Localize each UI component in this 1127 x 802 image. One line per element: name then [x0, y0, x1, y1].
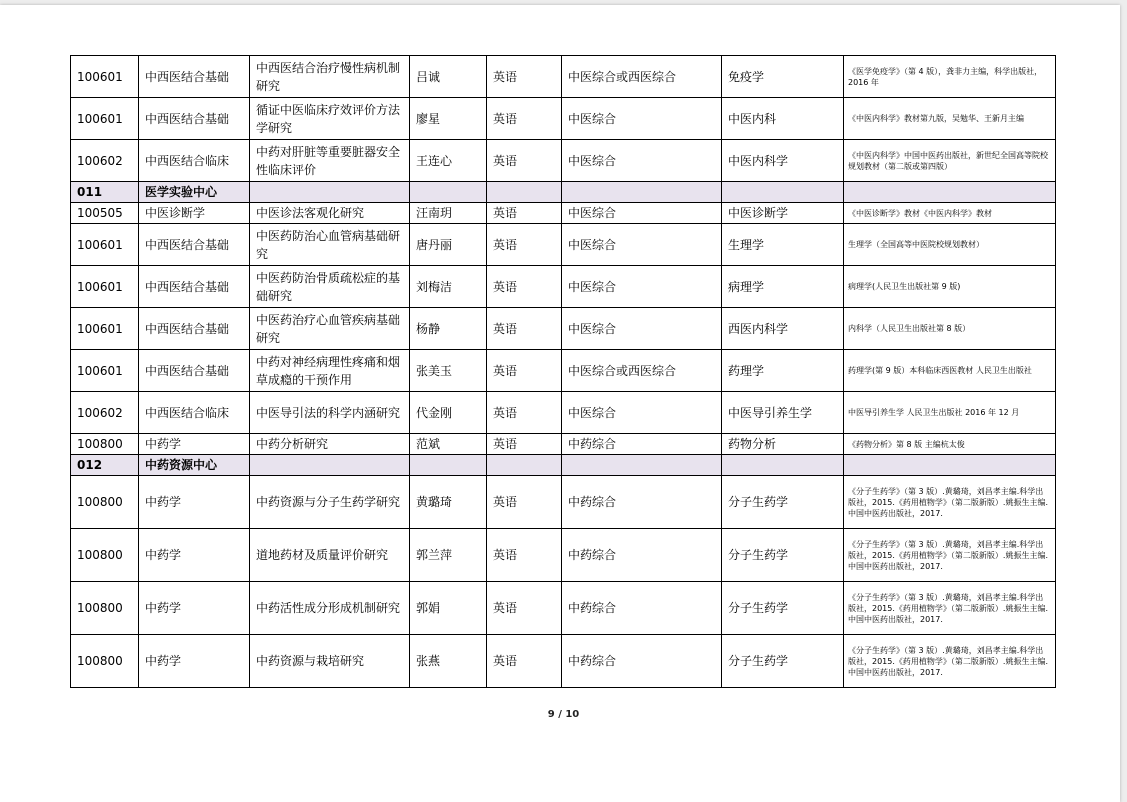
major-cell: 中西医结合临床 [139, 140, 250, 182]
empty-cell [722, 182, 844, 203]
program-code-cell: 100800 [71, 529, 139, 582]
basic-course-cell: 中药综合 [562, 582, 722, 635]
reference-books-cell: 《中医内科学》教材第九版，吴勉华、王新月主编 [844, 98, 1056, 140]
research-direction-cell: 中药资源与分子生药学研究 [250, 476, 410, 529]
supervisor-cell: 黄璐琦 [410, 476, 487, 529]
table-row [71, 635, 1056, 688]
foreign-language-cell: 英语 [487, 529, 562, 582]
reference-books-cell: 《分子生药学》（第 3 版）.黄璐琦，刘昌孝主编.科学出版社，2015.《药用植物学》（第二版新版）.姚振生主编.中国中医药出版社，2017. [844, 529, 1056, 582]
specialty-course-cell: 分子生药学 [722, 529, 844, 582]
table-row [71, 350, 1056, 392]
reference-books-cell: 《分子生药学》（第 3 版）.黄璐琦，刘昌孝主编.科学出版社，2015.《药用植物学》（第二版新版）.姚振生主编.中国中医药出版社，2017. [844, 582, 1056, 635]
reference-books-cell: 《医学免疫学》（第 4 版），龚非力主编，科学出版社，2016 年 [844, 56, 1056, 98]
table-row [71, 476, 1056, 529]
specialty-course-cell: 中医内科 [722, 98, 844, 140]
empty-cell [487, 182, 562, 203]
program-code-cell: 100800 [71, 582, 139, 635]
major-cell: 中西医结合基础 [139, 350, 250, 392]
department-name-cell: 中药资源中心 [139, 455, 250, 476]
basic-course-cell: 中医综合 [562, 140, 722, 182]
program-code-cell: 100601 [71, 266, 139, 308]
program-code-cell: 100601 [71, 224, 139, 266]
basic-course-cell: 中医综合或西医综合 [562, 56, 722, 98]
table-row [71, 434, 1056, 455]
reference-books-cell: 药理学(第 9 版）本科临床西医教材 人民卫生出版社 [844, 350, 1056, 392]
table-row [71, 140, 1056, 182]
reference-books-cell: 内科学（人民卫生出版社第 8 版） [844, 308, 1056, 350]
enrollment-table [70, 55, 1056, 688]
supervisor-cell: 刘梅洁 [410, 266, 487, 308]
major-cell: 中药学 [139, 635, 250, 688]
department-header-row [71, 182, 1056, 203]
table-row [71, 98, 1056, 140]
specialty-course-cell: 西医内科学 [722, 308, 844, 350]
major-cell: 中药学 [139, 529, 250, 582]
empty-cell [250, 182, 410, 203]
table-row [71, 56, 1056, 98]
supervisor-cell: 郭兰萍 [410, 529, 487, 582]
program-code-cell: 100800 [71, 434, 139, 455]
major-cell: 中西医结合基础 [139, 266, 250, 308]
empty-cell [410, 182, 487, 203]
specialty-course-cell: 中医内科学 [722, 140, 844, 182]
reference-books-cell: 《中医内科学》中国中医药出版社，新世纪全国高等院校规划教材（第二版或第四版） [844, 140, 1056, 182]
research-direction-cell: 中药对神经病理性疼痛和烟草成瘾的干预作用 [250, 350, 410, 392]
program-code-cell: 100601 [71, 56, 139, 98]
empty-cell [722, 455, 844, 476]
specialty-course-cell: 病理学 [722, 266, 844, 308]
major-cell: 中西医结合基础 [139, 224, 250, 266]
research-direction-cell: 中药对肝脏等重要脏器安全性临床评价 [250, 140, 410, 182]
program-code-cell: 100601 [71, 308, 139, 350]
foreign-language-cell: 英语 [487, 203, 562, 224]
program-code-cell: 100800 [71, 635, 139, 688]
research-direction-cell: 中医诊法客观化研究 [250, 203, 410, 224]
empty-cell [562, 182, 722, 203]
reference-books-cell: 《分子生药学》（第 3 版）.黄璐琦，刘昌孝主编.科学出版社，2015.《药用植物学》（第二版新版）.姚振生主编.中国中医药出版社，2017. [844, 635, 1056, 688]
empty-cell [250, 455, 410, 476]
specialty-course-cell: 分子生药学 [722, 635, 844, 688]
basic-course-cell: 中医综合 [562, 266, 722, 308]
empty-cell [410, 455, 487, 476]
foreign-language-cell: 英语 [487, 224, 562, 266]
foreign-language-cell: 英语 [487, 350, 562, 392]
program-code-cell: 100800 [71, 476, 139, 529]
foreign-language-cell: 英语 [487, 392, 562, 434]
reference-books-cell: 中医导引养生学 人民卫生出版社 2016 年 12 月 [844, 392, 1056, 434]
specialty-course-cell: 生理学 [722, 224, 844, 266]
program-code-cell: 100505 [71, 203, 139, 224]
empty-cell [487, 455, 562, 476]
research-direction-cell: 中药分析研究 [250, 434, 410, 455]
major-cell: 中药学 [139, 434, 250, 455]
table-row [71, 392, 1056, 434]
basic-course-cell: 中医综合或西医综合 [562, 350, 722, 392]
basic-course-cell: 中医综合 [562, 224, 722, 266]
basic-course-cell: 中医综合 [562, 392, 722, 434]
specialty-course-cell: 中医诊断学 [722, 203, 844, 224]
empty-cell [844, 182, 1056, 203]
specialty-course-cell: 分子生药学 [722, 582, 844, 635]
table-row [71, 266, 1056, 308]
supervisor-cell: 代金刚 [410, 392, 487, 434]
supervisor-cell: 张美玉 [410, 350, 487, 392]
department-code-cell: 011 [71, 182, 139, 203]
major-cell: 中药学 [139, 582, 250, 635]
table-row [71, 582, 1056, 635]
department-header-row [71, 455, 1056, 476]
foreign-language-cell: 英语 [487, 582, 562, 635]
specialty-course-cell: 免疫学 [722, 56, 844, 98]
foreign-language-cell: 英语 [487, 635, 562, 688]
research-direction-cell: 中医药防治骨质疏松症的基础研究 [250, 266, 410, 308]
reference-books-cell: 《药物分析》第 8 版 主编杭太俊 [844, 434, 1056, 455]
basic-course-cell: 中药综合 [562, 635, 722, 688]
research-direction-cell: 道地药材及质量评价研究 [250, 529, 410, 582]
supervisor-cell: 范斌 [410, 434, 487, 455]
supervisor-cell: 王连心 [410, 140, 487, 182]
foreign-language-cell: 英语 [487, 140, 562, 182]
supervisor-cell: 杨静 [410, 308, 487, 350]
program-code-cell: 100601 [71, 350, 139, 392]
table-row [71, 203, 1056, 224]
basic-course-cell: 中药综合 [562, 434, 722, 455]
department-name-cell: 医学实验中心 [139, 182, 250, 203]
foreign-language-cell: 英语 [487, 98, 562, 140]
supervisor-cell: 唐丹丽 [410, 224, 487, 266]
specialty-course-cell: 药物分析 [722, 434, 844, 455]
basic-course-cell: 中药综合 [562, 476, 722, 529]
reference-books-cell: 病理学(人民卫生出版社第 9 版) [844, 266, 1056, 308]
table-row [71, 308, 1056, 350]
department-code-cell: 012 [71, 455, 139, 476]
reference-books-cell: 《中医诊断学》教材《中医内科学》教材 [844, 203, 1056, 224]
supervisor-cell: 汪南玥 [410, 203, 487, 224]
empty-cell [562, 455, 722, 476]
page-indicator: 9 / 10 [547, 709, 580, 720]
table-row [71, 224, 1056, 266]
research-direction-cell: 中药活性成分形成机制研究 [250, 582, 410, 635]
foreign-language-cell: 英语 [487, 266, 562, 308]
foreign-language-cell: 英语 [487, 476, 562, 529]
supervisor-cell: 张燕 [410, 635, 487, 688]
research-direction-cell: 中医导引法的科学内涵研究 [250, 392, 410, 434]
research-direction-cell: 循证中医临床疗效评价方法学研究 [250, 98, 410, 140]
major-cell: 中西医结合临床 [139, 392, 250, 434]
empty-cell [844, 455, 1056, 476]
supervisor-cell: 吕诚 [410, 56, 487, 98]
program-code-cell: 100601 [71, 98, 139, 140]
major-cell: 中西医结合基础 [139, 56, 250, 98]
foreign-language-cell: 英语 [487, 434, 562, 455]
basic-course-cell: 中医综合 [562, 308, 722, 350]
specialty-course-cell: 中医导引养生学 [722, 392, 844, 434]
research-direction-cell: 中药资源与栽培研究 [250, 635, 410, 688]
foreign-language-cell: 英语 [487, 308, 562, 350]
major-cell: 中西医结合基础 [139, 308, 250, 350]
research-direction-cell: 中医药治疗心血管疾病基础研究 [250, 308, 410, 350]
research-direction-cell: 中西医结合治疗慢性病机制研究 [250, 56, 410, 98]
major-cell: 中医诊断学 [139, 203, 250, 224]
foreign-language-cell: 英语 [487, 56, 562, 98]
program-code-cell: 100602 [71, 392, 139, 434]
document-page [0, 5, 1120, 802]
program-code-cell: 100602 [71, 140, 139, 182]
supervisor-cell: 廖星 [410, 98, 487, 140]
reference-books-cell: 《分子生药学》（第 3 版）.黄璐琦，刘昌孝主编.科学出版社，2015.《药用植物学》（第二版新版）.姚振生主编.中国中医药出版社，2017. [844, 476, 1056, 529]
specialty-course-cell: 药理学 [722, 350, 844, 392]
specialty-course-cell: 分子生药学 [722, 476, 844, 529]
supervisor-cell: 郭娟 [410, 582, 487, 635]
major-cell: 中西医结合基础 [139, 98, 250, 140]
research-direction-cell: 中医药防治心血管病基础研究 [250, 224, 410, 266]
table-row [71, 529, 1056, 582]
reference-books-cell: 生理学（全国高等中医院校规划教材） [844, 224, 1056, 266]
basic-course-cell: 中医综合 [562, 203, 722, 224]
basic-course-cell: 中药综合 [562, 529, 722, 582]
major-cell: 中药学 [139, 476, 250, 529]
basic-course-cell: 中医综合 [562, 98, 722, 140]
